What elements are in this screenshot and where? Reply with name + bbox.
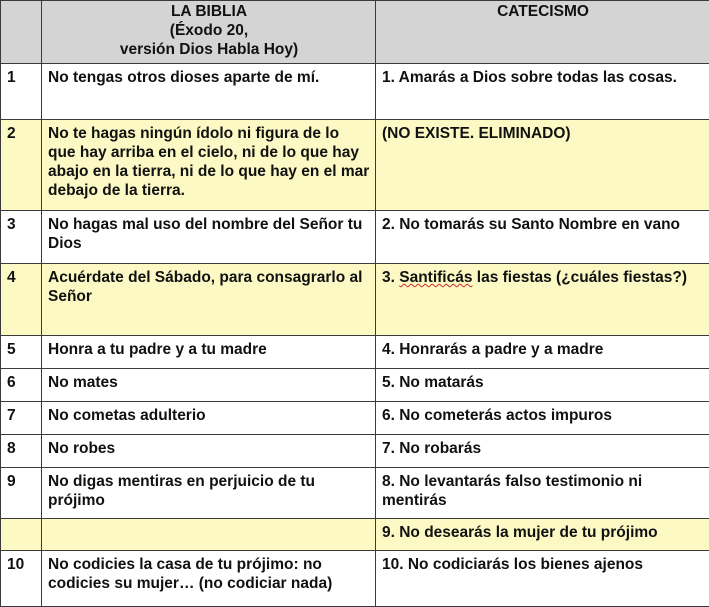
row-number: 5 (1, 336, 42, 369)
header-catecismo: CATECISMO (376, 1, 709, 64)
biblia-text (42, 519, 376, 551)
catecismo-text: 5. No matarás (376, 369, 709, 402)
biblia-text: No cometas adulterio (42, 402, 376, 435)
table-row (1, 519, 709, 551)
header-number-cell (1, 1, 42, 64)
table-row (1, 402, 709, 435)
catecismo-text: 7. No robarás (376, 435, 709, 468)
catecismo-text-prefix: 3. (382, 269, 399, 286)
biblia-text: No digas mentiras en perjuicio de tu prójimo (42, 468, 376, 519)
catecismo-text: (NO EXISTE. ELIMINADO) (376, 120, 709, 211)
table-row (1, 369, 709, 402)
header-biblia-line-3: versión Dios Habla Hoy) (48, 40, 370, 59)
biblia-text: No codicies la casa de tu prójimo: no codicies su mujer… (no codiciar nada) (42, 551, 376, 607)
row-number: 7 (1, 402, 42, 435)
biblia-text: No robes (42, 435, 376, 468)
biblia-text: Honra a tu padre y a tu madre (42, 336, 376, 369)
row-number: 2 (1, 120, 42, 211)
biblia-text: No tengas otros dioses aparte de mí. (42, 64, 376, 120)
table-row (1, 211, 709, 264)
table-row (1, 435, 709, 468)
table-row (1, 120, 709, 211)
catecismo-text: 4. Honrarás a padre y a madre (376, 336, 709, 369)
catecismo-text: 10. No codiciarás los bienes ajenos (376, 551, 709, 607)
catecismo-text: 1. Amarás a Dios sobre todas las cosas. (376, 64, 709, 120)
table-row (1, 264, 709, 336)
row-number: 8 (1, 435, 42, 468)
table-row (1, 336, 709, 369)
biblia-text: No te hagas ningún ídolo ni figura de lo que hay arriba en el cielo, ni de lo que hay abajo en la tierra, ni de lo que hay en el mar debajo de la tierra. (42, 120, 376, 211)
row-number: 9 (1, 468, 42, 519)
spellcheck-flagged-word: Santificás (399, 269, 472, 286)
row-number: 4 (1, 264, 42, 336)
catecismo-text-suffix: las fiestas (¿cuáles fiestas?) (472, 269, 687, 286)
header-biblia-line-1: LA BIBLIA (48, 2, 370, 21)
header-row (1, 1, 709, 64)
catecismo-text (376, 264, 709, 336)
biblia-text: No mates (42, 369, 376, 402)
catecismo-text: 8. No levantarás falso testimonio ni mentirás (376, 468, 709, 519)
catecismo-text: 9. No desearás la mujer de tu prójimo (376, 519, 709, 551)
row-number: 6 (1, 369, 42, 402)
row-number: 3 (1, 211, 42, 264)
table-row (1, 468, 709, 519)
header-biblia (42, 1, 376, 64)
catecismo-text: 6. No cometerás actos impuros (376, 402, 709, 435)
biblia-text: Acuérdate del Sábado, para consagrarlo al Señor (42, 264, 376, 336)
catecismo-text: 2. No tomarás su Santo Nombre en vano (376, 211, 709, 264)
row-number: 10 (1, 551, 42, 607)
biblia-text: No hagas mal uso del nombre del Señor tu Dios (42, 211, 376, 264)
row-number: 1 (1, 64, 42, 120)
table-row (1, 551, 709, 607)
row-number (1, 519, 42, 551)
table-row (1, 64, 709, 120)
header-biblia-line-2: (Éxodo 20, (48, 21, 370, 40)
